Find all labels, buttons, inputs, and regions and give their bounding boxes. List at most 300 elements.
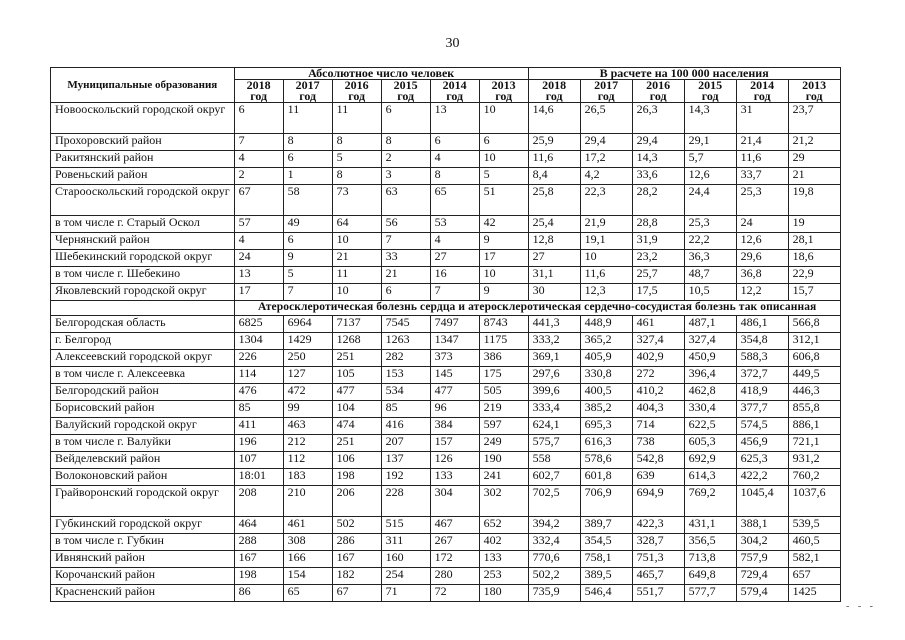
absolute-count-cell: 6 (479, 134, 528, 151)
absolute-count-cell: 253 (479, 568, 528, 585)
rate-cell: 31 (736, 103, 788, 134)
rate-cell: 713,8 (684, 551, 736, 568)
absolute-count-cell: 33 (381, 250, 430, 267)
absolute-count-cell: 6 (283, 151, 332, 168)
rate-cell: 639 (632, 469, 684, 486)
absolute-count-cell: 8 (283, 134, 332, 151)
absolute-count-cell: 99 (283, 401, 332, 418)
rate-cell: 546,4 (580, 585, 632, 602)
rate-cell: 14,3 (684, 103, 736, 134)
absolute-count-cell: 302 (479, 486, 528, 517)
rate-cell: 404,3 (632, 401, 684, 418)
absolute-count-cell: 502 (332, 517, 381, 534)
rate-cell: 486,1 (736, 316, 788, 333)
absolute-count-cell: 286 (332, 534, 381, 551)
absolute-count-cell: 228 (381, 486, 430, 517)
municipality-name: Борисовский район (51, 401, 235, 418)
table-row (51, 418, 841, 435)
absolute-count-cell: 210 (283, 486, 332, 517)
rate-cell: 12,3 (580, 284, 632, 301)
absolute-count-cell: 126 (430, 452, 479, 469)
table-row (51, 585, 841, 602)
rate-cell: 31,9 (632, 233, 684, 250)
rate-cell: 18,6 (788, 250, 840, 267)
absolute-count-cell: 105 (332, 367, 381, 384)
absolute-count-cell: 154 (283, 568, 332, 585)
municipality-name: Белгородский район (51, 384, 235, 401)
year-label: 2017 (594, 78, 619, 92)
rate-cell: 4,2 (580, 168, 632, 185)
absolute-count-cell: 49 (283, 216, 332, 233)
absolute-count-cell: 42 (479, 216, 528, 233)
rate-cell: 649,8 (684, 568, 736, 585)
absolute-count-cell: 8 (430, 168, 479, 185)
absolute-count-cell: 251 (332, 350, 381, 367)
rate-cell: 48,7 (684, 267, 736, 284)
rate-cell: 377,7 (736, 401, 788, 418)
table-row (51, 401, 841, 418)
rate-cell: 10,5 (684, 284, 736, 301)
absolute-count-cell: 8 (381, 134, 430, 151)
municipality-name: Валуйский городской округ (51, 418, 235, 435)
rate-year-header-2017 (580, 80, 632, 103)
rate-cell: 21,2 (788, 134, 840, 151)
rate-cell: 418,9 (736, 384, 788, 401)
rate-cell: 855,8 (788, 401, 840, 418)
rate-cell: 11,6 (580, 267, 632, 284)
rate-cell: 11,6 (528, 151, 580, 168)
absolute-count-cell: 16 (430, 267, 479, 284)
absolute-count-cell: 157 (430, 435, 479, 452)
rate-cell: 558 (528, 452, 580, 469)
absolute-count-cell: 534 (381, 384, 430, 401)
year-label: 2018 (246, 78, 271, 92)
absolute-count-cell: 167 (332, 551, 381, 568)
year-label: 2016 (344, 78, 369, 92)
year-suffix: год (446, 89, 464, 103)
corner-mark: - - - (846, 601, 876, 612)
absolute-count-cell: 207 (381, 435, 430, 452)
municipality-name: в том числе г. Старый Оскол (51, 216, 235, 233)
absolute-count-cell: 1175 (479, 333, 528, 350)
rate-cell: 575,7 (528, 435, 580, 452)
rate-cell: 27 (528, 250, 580, 267)
rate-cell: 11,6 (736, 151, 788, 168)
absolute-count-cell: 10 (479, 267, 528, 284)
absolute-count-cell: 64 (332, 216, 381, 233)
municipality-name: Ровеньский район (51, 168, 235, 185)
municipality-name: Алексеевский городской округ (51, 350, 235, 367)
rate-cell: 330,8 (580, 367, 632, 384)
absolute-count-cell: 180 (479, 585, 528, 602)
absolute-count-cell: 192 (381, 469, 430, 486)
table-row (51, 469, 841, 486)
rate-cell: 29 (788, 151, 840, 168)
rate-cell: 695,3 (580, 418, 632, 435)
municipality-name: Прохоровский район (51, 134, 235, 151)
rate-cell: 721,1 (788, 435, 840, 452)
absolute-count-cell: 386 (479, 350, 528, 367)
absolute-count-cell: 114 (234, 367, 283, 384)
municipality-name: Ивнянский район (51, 551, 235, 568)
absolute-count-cell: 250 (283, 350, 332, 367)
table-row (51, 384, 841, 401)
absolute-count-cell: 56 (381, 216, 430, 233)
rate-cell: 602,7 (528, 469, 580, 486)
rate-year-header-2016 (632, 80, 684, 103)
absolute-count-cell: 67 (332, 585, 381, 602)
absolute-count-cell: 86 (234, 585, 283, 602)
absolute-count-cell: 9 (479, 233, 528, 250)
absolute-count-cell: 212 (283, 435, 332, 452)
page-number: 30 (445, 36, 460, 51)
year-suffix: год (701, 89, 719, 103)
absolute-count-cell: 8 (332, 134, 381, 151)
rate-cell: 465,7 (632, 568, 684, 585)
absolute-count-cell: 11 (332, 267, 381, 284)
rate-cell: 389,5 (580, 568, 632, 585)
rate-cell: 327,4 (632, 333, 684, 350)
rate-cell: 422,3 (632, 517, 684, 534)
municipality-name: Чернянский район (51, 233, 235, 250)
rate-cell: 330,4 (684, 401, 736, 418)
table-row (51, 517, 841, 534)
absolute-count-cell: 11 (332, 103, 381, 134)
rate-cell: 356,5 (684, 534, 736, 551)
year-label: 2015 (393, 78, 418, 92)
absolute-count-cell: 190 (479, 452, 528, 469)
absolute-count-cell: 51 (479, 185, 528, 216)
rate-cell: 26,3 (632, 103, 684, 134)
rate-cell: 769,2 (684, 486, 736, 517)
rate-cell: 616,3 (580, 435, 632, 452)
rate-cell: 372,7 (736, 367, 788, 384)
table-body-bottom (51, 316, 841, 602)
absolute-count-cell: 106 (332, 452, 381, 469)
rate-cell: 1425 (788, 585, 840, 602)
absolute-count-cell: 477 (332, 384, 381, 401)
rate-cell: 738 (632, 435, 684, 452)
absolute-count-cell: 24 (234, 250, 283, 267)
absolute-count-cell: 5 (479, 168, 528, 185)
rate-cell: 400,5 (580, 384, 632, 401)
absolute-count-cell: 384 (430, 418, 479, 435)
rate-cell: 389,7 (580, 517, 632, 534)
absolute-count-cell: 206 (332, 486, 381, 517)
absolute-count-cell: 1 (283, 168, 332, 185)
rate-cell: 388,1 (736, 517, 788, 534)
absolute-count-cell: 183 (283, 469, 332, 486)
absolute-count-cell: 63 (381, 185, 430, 216)
rate-cell: 24,4 (684, 185, 736, 216)
rate-cell: 5,7 (684, 151, 736, 168)
table-row (51, 185, 841, 216)
rate-year-header-2015 (684, 80, 736, 103)
absolute-count-cell: 4 (234, 233, 283, 250)
absolute-count-cell: 304 (430, 486, 479, 517)
table-row (51, 134, 841, 151)
rate-cell: 931,2 (788, 452, 840, 469)
rate-cell: 757,9 (736, 551, 788, 568)
table-body-top (51, 103, 841, 301)
absolute-count-cell: 53 (430, 216, 479, 233)
absolute-count-cell: 288 (234, 534, 283, 551)
rate-cell: 14,6 (528, 103, 580, 134)
absolute-count-cell: 172 (430, 551, 479, 568)
rate-cell: 23,7 (788, 103, 840, 134)
absolute-count-cell: 71 (381, 585, 430, 602)
municipality-name: Новооскольский городской округ (51, 103, 235, 134)
municipality-name: Губкинский городской округ (51, 517, 235, 534)
rate-cell: 25,7 (632, 267, 684, 284)
absolute-count-cell: 308 (283, 534, 332, 551)
municipality-name: в том числе г. Алексеевка (51, 367, 235, 384)
rate-cell: 605,3 (684, 435, 736, 452)
rate-cell: 449,5 (788, 367, 840, 384)
year-suffix: год (397, 89, 415, 103)
absolute-count-cell: 251 (332, 435, 381, 452)
rate-year-header-2018 (528, 80, 580, 103)
absolute-count-cell: 652 (479, 517, 528, 534)
rate-cell: 36,8 (736, 267, 788, 284)
absolute-count-cell: 145 (430, 367, 479, 384)
absolute-count-cell: 474 (332, 418, 381, 435)
absolute-count-cell: 1304 (234, 333, 283, 350)
abs-year-header-2017 (283, 80, 332, 103)
abs-year-header-2018 (234, 80, 283, 103)
absolute-count-cell: 219 (479, 401, 528, 418)
absolute-count-cell: 373 (430, 350, 479, 367)
absolute-count-cell: 13 (234, 267, 283, 284)
absolute-count-cell: 57 (234, 216, 283, 233)
absolute-count-cell: 505 (479, 384, 528, 401)
rate-cell: 22,3 (580, 185, 632, 216)
rate-cell: 14,3 (632, 151, 684, 168)
absolute-count-cell: 65 (430, 185, 479, 216)
absolute-count-cell: 18:01 (234, 469, 283, 486)
rate-cell: 8,4 (528, 168, 580, 185)
year-label: 2014 (442, 78, 467, 92)
year-suffix: год (649, 89, 667, 103)
rate-cell: 886,1 (788, 418, 840, 435)
absolute-count-cell: 282 (381, 350, 430, 367)
municipality-name: г. Белгород (51, 333, 235, 350)
rate-cell: 574,5 (736, 418, 788, 435)
rate-cell: 714 (632, 418, 684, 435)
table-row (51, 316, 841, 333)
absolute-count-cell: 7497 (430, 316, 479, 333)
absolute-count-cell: 208 (234, 486, 283, 517)
absolute-count-cell: 7137 (332, 316, 381, 333)
absolute-count-cell: 476 (234, 384, 283, 401)
rate-cell: 402,9 (632, 350, 684, 367)
absolute-count-cell: 7545 (381, 316, 430, 333)
absolute-count-cell: 85 (234, 401, 283, 418)
absolute-count-cell: 160 (381, 551, 430, 568)
year-suffix: год (753, 89, 771, 103)
absolute-count-cell: 85 (381, 401, 430, 418)
absolute-count-cell: 4 (234, 151, 283, 168)
absolute-count-cell: 166 (283, 551, 332, 568)
rate-cell: 551,7 (632, 585, 684, 602)
table-row (51, 216, 841, 233)
rate-cell: 21,9 (580, 216, 632, 233)
abs-year-header-2015 (381, 80, 430, 103)
absolute-count-cell: 1268 (332, 333, 381, 350)
rate-cell: 625,3 (736, 452, 788, 469)
absolute-count-cell: 10 (479, 103, 528, 134)
rate-cell: 431,1 (684, 517, 736, 534)
table-row (51, 551, 841, 568)
absolute-count-cell: 226 (234, 350, 283, 367)
rate-cell: 566,8 (788, 316, 840, 333)
rate-cell: 24 (736, 216, 788, 233)
rate-cell: 25,3 (684, 216, 736, 233)
rate-cell: 410,2 (632, 384, 684, 401)
rate-cell: 579,4 (736, 585, 788, 602)
rate-cell: 422,2 (736, 469, 788, 486)
municipality-name: Корочанский район (51, 568, 235, 585)
rate-cell: 10 (580, 250, 632, 267)
table-row (51, 367, 841, 384)
rate-cell: 25,4 (528, 216, 580, 233)
rate-cell: 36,3 (684, 250, 736, 267)
municipality-name: Грайворонский городской округ (51, 486, 235, 517)
absolute-count-cell: 477 (430, 384, 479, 401)
rate-cell: 385,2 (580, 401, 632, 418)
absolute-count-cell: 7 (430, 284, 479, 301)
rate-cell: 21,4 (736, 134, 788, 151)
absolute-count-cell: 58 (283, 185, 332, 216)
absolute-count-cell: 13 (430, 103, 479, 134)
table-row (51, 534, 841, 551)
absolute-count-cell: 8 (332, 168, 381, 185)
absolute-count-cell: 249 (479, 435, 528, 452)
rate-cell: 312,1 (788, 333, 840, 350)
rate-cell: 706,9 (580, 486, 632, 517)
municipality-name: Яковлевский городской округ (51, 284, 235, 301)
abs-year-header-2014 (430, 80, 479, 103)
rate-cell: 29,1 (684, 134, 736, 151)
rate-cell: 12,6 (684, 168, 736, 185)
absolute-count-cell: 127 (283, 367, 332, 384)
rate-cell: 622,5 (684, 418, 736, 435)
rate-cell: 22,9 (788, 267, 840, 284)
rate-cell: 460,5 (788, 534, 840, 551)
rate-cell: 365,2 (580, 333, 632, 350)
year-suffix: год (348, 89, 366, 103)
rate-cell: 487,1 (684, 316, 736, 333)
municipality-name: в том числе г. Шебекино (51, 267, 235, 284)
rate-cell: 354,5 (580, 534, 632, 551)
rate-cell: 692,9 (684, 452, 736, 469)
absolute-count-cell: 6 (381, 284, 430, 301)
rate-cell: 19 (788, 216, 840, 233)
absolute-count-cell: 2 (234, 168, 283, 185)
absolute-count-cell: 461 (283, 517, 332, 534)
absolute-count-cell: 6964 (283, 316, 332, 333)
rate-cell: 17,2 (580, 151, 632, 168)
rate-cell: 446,3 (788, 384, 840, 401)
municipality-column-header: Муниципальные образования (51, 68, 235, 103)
rate-cell: 29,4 (632, 134, 684, 151)
absolute-count-cell: 10 (332, 233, 381, 250)
rate-per-100k-group-header: В расчете на 100 000 населения (528, 68, 840, 80)
rate-cell: 272 (632, 367, 684, 384)
absolute-count-cell: 133 (430, 469, 479, 486)
rate-cell: 328,7 (632, 534, 684, 551)
absolute-count-cell: 1347 (430, 333, 479, 350)
absolute-count-cell: 153 (381, 367, 430, 384)
rate-cell: 31,1 (528, 267, 580, 284)
rate-cell: 15,7 (788, 284, 840, 301)
absolute-count-cell: 11 (283, 103, 332, 134)
municipality-name: Волоконовский район (51, 469, 235, 486)
year-label: 2013 (802, 78, 827, 92)
rate-cell: 29,6 (736, 250, 788, 267)
absolute-count-cell: 10 (479, 151, 528, 168)
rate-cell: 19,1 (580, 233, 632, 250)
rate-cell: 539,5 (788, 517, 840, 534)
absolute-count-cell: 65 (283, 585, 332, 602)
rate-cell: 770,6 (528, 551, 580, 568)
table-row (51, 333, 841, 350)
rate-cell: 624,1 (528, 418, 580, 435)
municipality-name: Шебекинский городской округ (51, 250, 235, 267)
absolute-count-cell: 467 (430, 517, 479, 534)
rate-cell: 17,5 (632, 284, 684, 301)
municipality-name: Красненский район (51, 585, 235, 602)
table-row (51, 250, 841, 267)
absolute-count-cell: 267 (430, 534, 479, 551)
absolute-count-cell: 7 (234, 134, 283, 151)
absolute-count-cell: 198 (332, 469, 381, 486)
year-suffix: год (805, 89, 823, 103)
absolute-count-cell: 21 (332, 250, 381, 267)
municipality-name: Ракитянский район (51, 151, 235, 168)
rate-cell: 12,6 (736, 233, 788, 250)
absolute-count-cell: 6 (234, 103, 283, 134)
year-label: 2018 (542, 78, 567, 92)
table-row (51, 568, 841, 585)
municipality-name: Старооскольский городской округ (51, 185, 235, 216)
table-row (51, 168, 841, 185)
rate-cell: 577,7 (684, 585, 736, 602)
rate-cell: 29,4 (580, 134, 632, 151)
rate-cell: 396,4 (684, 367, 736, 384)
absolute-count-cell: 9 (283, 250, 332, 267)
rate-cell: 304,2 (736, 534, 788, 551)
absolute-count-cell: 198 (234, 568, 283, 585)
rate-cell: 751,3 (632, 551, 684, 568)
rate-cell: 578,6 (580, 452, 632, 469)
rate-cell: 405,9 (580, 350, 632, 367)
table-row (51, 452, 841, 469)
rate-cell: 33,7 (736, 168, 788, 185)
absolute-count-cell: 96 (430, 401, 479, 418)
absolute-count-cell: 112 (283, 452, 332, 469)
absolute-count-cell: 67 (234, 185, 283, 216)
absolute-count-cell: 402 (479, 534, 528, 551)
absolute-count-cell: 515 (381, 517, 430, 534)
rate-cell: 614,3 (684, 469, 736, 486)
municipality-name: Белгородская область (51, 316, 235, 333)
absolute-count-cell: 6 (283, 233, 332, 250)
rate-cell: 19,8 (788, 185, 840, 216)
table-row (51, 486, 841, 517)
rate-cell: 1045,4 (736, 486, 788, 517)
absolute-count-cell: 2 (381, 151, 430, 168)
